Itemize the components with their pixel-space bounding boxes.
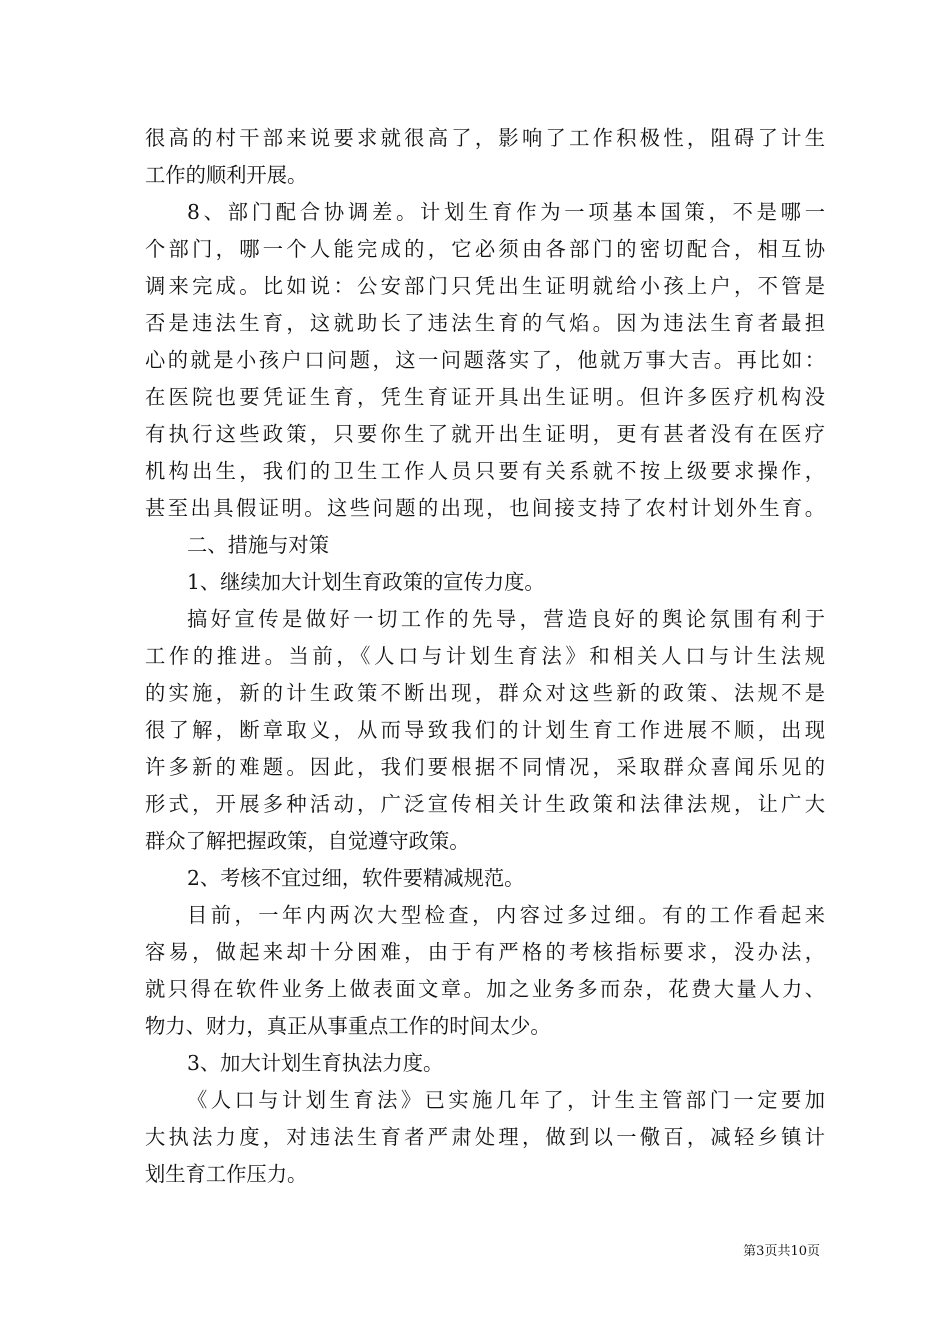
text-line: 很了解，断章取义，从而导致我们的计划生育工作进展不顺，出现 bbox=[145, 718, 825, 742]
text-line: 大执法力度，对违法生育者严肃处理，做到以一儆百，减轻乡镇计 bbox=[145, 1125, 825, 1149]
section-heading: 二、措施与对策 bbox=[187, 533, 329, 557]
text-line: 工作的推进。当前，《人口与计划生育法》和相关人口与计生法规 bbox=[145, 644, 825, 668]
text-line: 否是违法生育，这就助长了违法生育的气焰。因为违法生育者最担 bbox=[145, 311, 825, 335]
page-number: 第3页共10页 bbox=[743, 1244, 820, 1259]
text-line: 目前，一年内两次大型检查，内容过多过细。有的工作看起来 bbox=[187, 903, 825, 927]
text-line: 就只得在软件业务上做表面文章。加之业务多而杂，花费大量人力、 bbox=[145, 977, 825, 1001]
text-line: 容易，做起来却十分困难，由于有严格的考核指标要求，没办法， bbox=[145, 940, 825, 964]
text-line: 心的就是小孩户口问题，这一问题落实了，他就万事大吉。再比如： bbox=[145, 348, 825, 372]
text-line: 在医院也要凭证生育，凭生育证开具出生证明。但许多医疗机构没 bbox=[145, 385, 825, 409]
text-line: 甚至出具假证明。这些问题的出现，也间接支持了农村计划外生育。 bbox=[145, 496, 825, 520]
subsection-heading: 1、继续加大计划生育政策的宣传力度。 bbox=[187, 570, 545, 594]
text-line: 的实施，新的计生政策不断出现，群众对这些新的政策、法规不是 bbox=[145, 681, 825, 705]
text-line: 很高的村干部来说要求就很高了，影响了工作积极性，阻碍了计生 bbox=[145, 126, 825, 150]
subsection-heading: 3、加大计划生育执法力度。 bbox=[187, 1051, 444, 1075]
text-line: 物力、财力，真正从事重点工作的时间太少。 bbox=[145, 1014, 551, 1038]
text-line: 8、部门配合协调差。计划生育作为一项基本国策，不是哪一 bbox=[187, 200, 825, 224]
text-line: 搞好宣传是做好一切工作的先导，营造良好的舆论氛围有利于 bbox=[187, 607, 825, 631]
text-line: 工作的顺利开展。 bbox=[145, 163, 308, 187]
text-line: 《人口与计划生育法》已实施几年了，计生主管部门一定要加 bbox=[187, 1088, 825, 1112]
text-line: 机构出生，我们的卫生工作人员只要有关系就不按上级要求操作， bbox=[145, 459, 825, 483]
text-line: 有执行这些政策，只要你生了就开出生证明，更有甚者没有在医疗 bbox=[145, 422, 825, 446]
subsection-heading: 2、考核不宜过细，软件要精减规范。 bbox=[187, 866, 525, 890]
text-line: 划生育工作压力。 bbox=[145, 1162, 308, 1186]
text-line: 个部门，哪一个人能完成的，它必须由各部门的密切配合，相互协 bbox=[145, 237, 825, 261]
text-line: 群众了解把握政策，自觉遵守政策。 bbox=[145, 829, 470, 853]
text-line: 许多新的难题。因此，我们要根据不同情况，采取群众喜闻乐见的 bbox=[145, 755, 825, 779]
text-line: 调来完成。比如说：公安部门只凭出生证明就给小孩上户，不管是 bbox=[145, 274, 825, 298]
text-line: 形式，开展多种活动，广泛宣传相关计生政策和法律法规，让广大 bbox=[145, 792, 825, 816]
